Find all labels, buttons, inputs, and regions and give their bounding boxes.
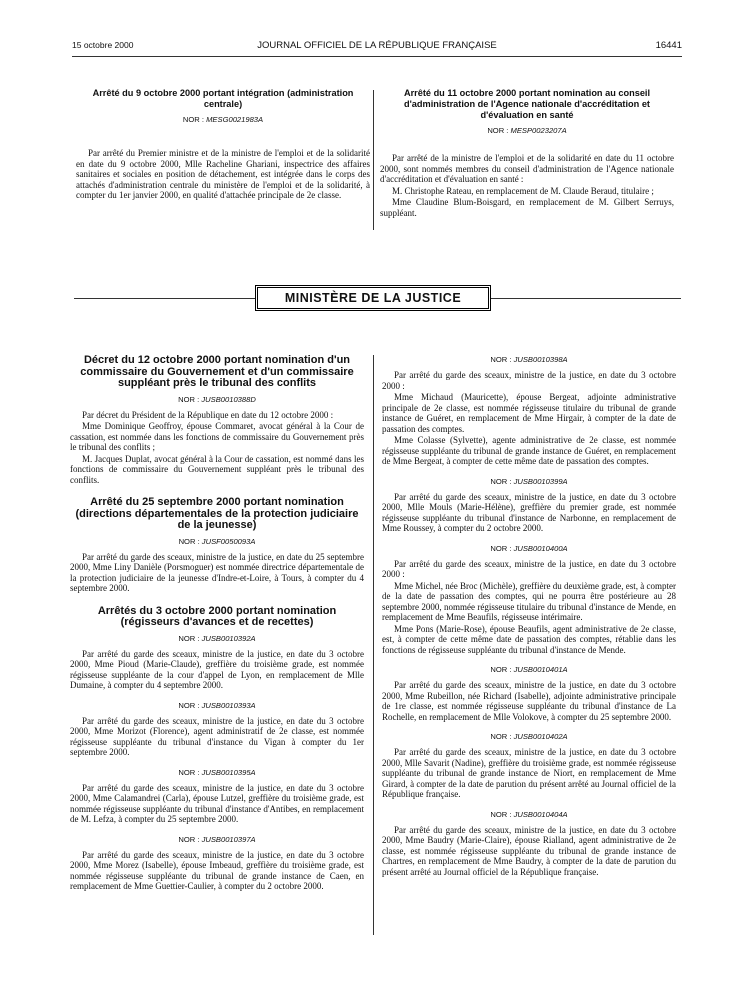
- paragraph: Mme Michaud (Mauricette), épouse Bergeat, adjointe administrative principale de 2e classe, est nommée régisseuse titulaire du tribunal de grande instance de Guéret, en remplacement de Mme Hirgair, à compter de la date de passation des comptes.: [382, 392, 676, 434]
- section-title: Arrêté du 9 octobre 2000 portant intégration (administration centrale): [92, 88, 354, 109]
- page-header: [72, 38, 682, 54]
- ministry-banner: MINISTÈRE DE LA JUSTICE: [255, 285, 491, 311]
- nor-reference: NOR : JUSB0010388D: [178, 394, 256, 404]
- right-column: [382, 355, 676, 877]
- paragraph: Mme Colasse (Sylvette), agente administrative de 2e classe, est nommée régisseuse suppléante du tribunal de grande instance de Guéret, en remplacement de Mme Bergeat, à compter de cette même date de passation des comptes.: [382, 435, 676, 466]
- left-column: [70, 355, 364, 892]
- paragraph: Mme Dominique Geoffroy, épouse Commaret, avocat général à la Cour de cassation, est nommée dans les fonctions de commissaire du Gouvernement près le tribunal des conflits ;: [70, 421, 364, 452]
- paragraph: Par arrêté du garde des sceaux, ministre de la justice, en date du 3 octobre 2000 :: [382, 558, 676, 579]
- paragraph: Par arrêté du garde des sceaux, ministre de la justice, en date du 3 octobre 2000, Mme Morez (Isabelle), épouse Imbeaud, greffière du troisième grade, est nommée régisseuse suppléante du tribunal de grande instance de Caen, en remplacement de Mme Guettier-Caulier, à compter du 2 octobre 2000.: [70, 849, 364, 891]
- nor-reference: NOR : JUSF0050093A: [178, 536, 256, 546]
- column-divider: [373, 355, 374, 935]
- section-title: Arrêté du 11 octobre 2000 portant nomination au conseil d'administration de l'Agence nationale d'accréditation et d'évaluation en santé: [403, 88, 651, 120]
- paragraph: Par arrêté du garde des sceaux, ministre de la justice, en date du 3 octobre 2000, Mlle Savarit (Nadine), greffière du troisième grade, est nommée régisseuse suppléante du tribunal de grande instance de Niort, en remplacement de Mme Girard, à compter de la date de parution du présent arrêté au Journal officiel de la République française.: [382, 747, 676, 799]
- nor-reference: NOR : JUSB0010397A: [178, 834, 256, 844]
- nor-reference: NOR : MESP0023207A: [487, 126, 567, 135]
- banner-rule-left: [74, 298, 255, 299]
- column-divider: [373, 90, 374, 230]
- paragraph: Mme Claudine Blum-Boisgard, en remplacement de M. Gilbert Serruys, suppléant.: [380, 197, 674, 218]
- nor-reference: NOR : JUSB0010395A: [178, 767, 256, 777]
- paragraph: Mme Pons (Marie-Rose), épouse Beaufils, agent administrative de 2e classe, est, à compter de cette même date de passation des comptes, rétablie dans les fonctions de régisseuse suppléante du tribunal d'instance de Mende.: [382, 623, 676, 655]
- paragraph: Par arrêté du garde des sceaux, ministre de la justice, en date du 3 octobre 2000, Mlle Mouls (Marie-Hélène), greffière du premier grade, est nommée régisseuse suppléante du tribunal d'instance de Narbonne, en remplacement de Mme Roussey, à compter du 2 octobre 2000.: [382, 491, 676, 533]
- nor-reference: NOR : JUSB0010399A: [490, 476, 568, 486]
- nor-reference: NOR : JUSB0010402A: [490, 732, 568, 741]
- paragraph: Par arrêté du garde des sceaux, ministre de la justice, en date du 25 septembre 2000, Mme Liny Danièle (Porsmoguer) est nommée directrice départementale de la protection judiciaire de la jeunesse d'Indre-et-Loire, à Tours, à compter du 4 septembre 2000.: [70, 551, 364, 593]
- page-number: 16441: [655, 40, 682, 51]
- nor-reference: NOR : JUSB0010398A: [490, 355, 568, 364]
- header-rule: [72, 56, 682, 57]
- nor-reference: NOR : MESG0021983A: [182, 115, 264, 124]
- nor-reference: NOR : JUSB0010393A: [178, 700, 256, 710]
- paragraph: Mme Michel, née Broc (Michèle), greffière du deuxième grade, est, à compter de la date de passation des comptes, qui ne pourra être postérieure au 28 septembre 2000, nommée régisseuse titulaire du tribunal d'instance de Mende, en remplacement de Mme Beaufils, régisseuse intérimaire.: [382, 580, 676, 622]
- issue-date: 15 octobre 2000: [72, 40, 134, 50]
- paragraph: Par arrêté du garde des sceaux, ministre de la justice, en date du 3 octobre 2000, Mme Rubeillon, née Richard (Isabelle), adjointe administrative principale de 1re classe, est nommée régisseuse suppléante du tribunal d'instance de La Rochelle, en remplacement de Mlle Volokove, à compter du 25 septembre 2000.: [382, 680, 676, 722]
- paragraph: Par arrêté du garde des sceaux, ministre de la justice, en date du 3 octobre 2000, Mme Calamandrei (Carla), épouse Lutzel, greffière du troisième grade, est nommée régisseuse suppléante du tribunal d'instance d'Antibes, en remplacement de M. Lefza, à compter du 25 septembre 2000.: [70, 782, 364, 824]
- banner-rule-right: [491, 298, 681, 299]
- nor-reference: NOR : JUSB0010401A: [490, 665, 568, 674]
- nor-reference: NOR : JUSB0010400A: [490, 543, 568, 553]
- paragraph: Par arrêté du garde des sceaux, ministre de la justice, en date du 3 octobre 2000, Mme Morizot (Florence), agent administratif de 2e classe, est nommée régisseuse suppléante du tribunal d'instance du Vigan à compter du 1er septembre 2000.: [70, 715, 364, 757]
- paragraph: M. Christophe Rateau, en remplacement de M. Claude Beraud, titulaire ;: [392, 185, 654, 196]
- paragraph: Par arrêté du garde des sceaux, ministre de la justice, en date du 3 octobre 2000 :: [382, 370, 676, 391]
- top-left-column: [76, 88, 370, 201]
- section-title: Arrêtés du 3 octobre 2000 portant nomination (régisseurs d'avances et de recettes): [97, 604, 337, 628]
- paragraph: Par décret du Président de la République en date du 12 octobre 2000 :: [82, 409, 334, 420]
- section-title: Décret du 12 octobre 2000 portant nomination d'un commissaire du Gouvernement et d'un commissaire suppléant près le tribunal des conflits: [80, 354, 354, 389]
- paragraph: Par arrêté du garde des sceaux, ministre de la justice, en date du 3 octobre 2000, Mme Baudry (Marie-Claire), épouse Rialland, agent administrative de 2e classe, est nommée régisseuse suppléante du tribunal de grande instance de Chartres, en remplacement de Mme Baudry, à compter de la date de parution du présent arrêté au Journal officiel de la République française.: [382, 824, 676, 877]
- paragraph: Par arrêté de la ministre de l'emploi et de la solidarité en date du 11 octobre 2000, sont nommés membres du conseil d'administration de l'Agence nationale d'accréditation et d'évaluation en santé :: [380, 153, 674, 184]
- nor-reference: NOR : JUSB0010392A: [178, 633, 256, 643]
- journal-title: JOURNAL OFFICIEL DE LA RÉPUBLIQUE FRANÇAISE: [257, 40, 497, 51]
- paragraph: Par arrêté du garde des sceaux, ministre de la justice, en date du 3 octobre 2000, Mme Pioud (Marie-Claude), greffière du troisième grade, est nommée régisseuse suppléante de la cour d'appel de Lyon, en remplacement de Mlle Dumaine, à compter du 4 septembre 2000.: [70, 648, 364, 690]
- top-right-column: [380, 88, 674, 218]
- nor-reference: NOR : JUSB0010404A: [490, 809, 568, 819]
- section-title: Arrêté du 25 septembre 2000 portant nomination (directions départementales de la protection judiciaire de la jeunesse): [75, 496, 359, 531]
- paragraph: Par arrêté du Premier ministre et de la ministre de l'emploi et de la solidarité en date du 9 octobre 2000, Mlle Racheline Ghariani, inspectrice des affaires sanitaires et sociales en position de détachement, est intégrée dans le corps des attachés d'administration centrale du ministère de l'emploi et de la solidarité, à compter du 1er janvier 2000, en qualité d'attachée principale de 2e classe.: [76, 148, 370, 200]
- paragraph: M. Jacques Duplat, avocat général à la Cour de cassation, est nommé dans les fonctions de commissaire du Gouvernement suppléant près le tribunal des conflits.: [70, 453, 364, 485]
